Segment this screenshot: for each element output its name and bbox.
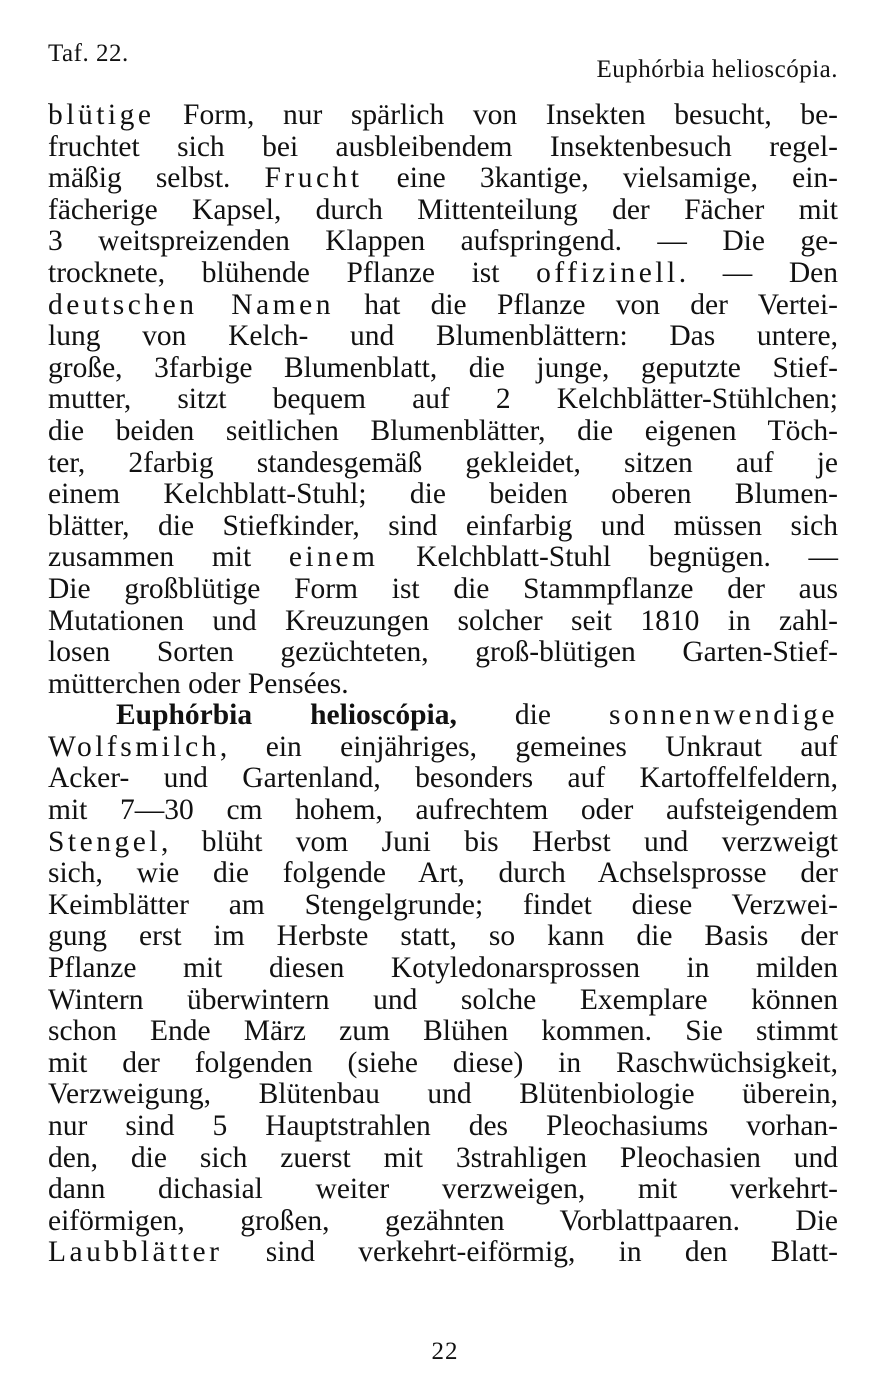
text-line	[48, 1143, 838, 1175]
text-segment: lung von Kelch- und Blumenblättern: Das untere,	[48, 320, 838, 353]
text-line	[48, 700, 838, 732]
text-segment: 3 weitspreizenden Klappen aufspringend. — Die ge-	[48, 225, 838, 258]
text-line	[48, 195, 838, 227]
text-segment: zusammen mit	[48, 541, 289, 574]
text-segment: . — Den	[678, 256, 838, 289]
text-segment: mit der folgenden (siehe diese) in Raschwüchsigkeit,	[48, 1046, 838, 1079]
text-segment: deutschen Namen	[48, 288, 334, 321]
text-segment: Mutationen und Kreuzungen solcher seit 1810 in zahl-	[48, 604, 838, 637]
text-segment: sind verkehrt-eiförmig, in den Blatt-	[222, 1236, 838, 1269]
text-segment: Pflanze mit diesen Kotyledonarsprossen in milden	[48, 952, 838, 985]
page-number: 22	[431, 1338, 459, 1365]
text-segment: einem Kelchblatt-Stuhl; die beiden oberen Blumen-	[48, 478, 838, 511]
running-header	[48, 40, 838, 90]
text-line	[48, 448, 838, 480]
text-segment: fruchtet sich bei ausbleibendem Insektenbesuch regel-	[48, 130, 838, 163]
text-line	[48, 1174, 838, 1206]
text-line	[48, 1206, 838, 1238]
text-segment: Wolfsmilch	[48, 730, 220, 763]
text-line	[48, 384, 838, 416]
text-line	[48, 921, 838, 953]
text-segment: Stengel	[48, 825, 161, 858]
text-segment: Frucht	[264, 162, 363, 195]
text-line	[48, 669, 838, 701]
text-segment: mit 7—30 cm hohem, aufrechtem oder aufsteigendem	[48, 794, 838, 827]
text-segment: Form, nur spärlich von Insekten besucht, be-	[154, 99, 838, 131]
text-segment: mütterchen oder Pensées.	[48, 667, 349, 700]
text-segment: Laubblätter	[48, 1236, 223, 1269]
text-line	[48, 795, 838, 827]
text-segment: trocknete, blühende Pflanze ist	[48, 256, 537, 289]
text-segment: große, 3farbige Blumenblatt, die junge, geputzte Stief-	[48, 351, 838, 384]
text-line	[48, 226, 838, 258]
text-segment: blütige	[48, 99, 155, 131]
text-line	[48, 1237, 838, 1269]
text-line	[48, 953, 838, 985]
text-segment: , blüht vom Juni bis Herbst und verzweigt	[161, 825, 838, 858]
text-segment: fächerige Kapsel, durch Mittenteilung der Fächer mit	[48, 193, 838, 226]
text-line	[48, 321, 838, 353]
text-segment: nur sind 5 Hauptstrahlen des Pleochasiums vorhan-	[48, 1110, 838, 1142]
text-line	[48, 985, 838, 1017]
text-segment: den, die sich zuerst mit 3strahligen Pleochasien und	[48, 1141, 838, 1174]
text-segment: eine 3kantige, vielsamige, ein-	[362, 162, 838, 195]
text-line	[48, 763, 838, 795]
text-segment: Wintern überwintern und solche Exemplare können	[48, 983, 838, 1016]
text-segment: sich, wie die folgende Art, durch Achselsprosse der	[48, 857, 838, 890]
text-segment: dann dichasial weiter verzweigen, mit verkehrt-	[48, 1173, 838, 1206]
text-segment: schon Ende März zum Blühen kommen. Sie stimmt	[48, 1015, 838, 1048]
text-line	[48, 258, 838, 290]
text-segment: Kelchblatt-Stuhl begnügen. —	[378, 541, 838, 574]
text-line	[48, 1016, 838, 1048]
text-line	[48, 1048, 838, 1080]
text-line	[48, 163, 838, 195]
text-line	[48, 732, 838, 764]
text-segment: sonnenwendige	[608, 699, 838, 732]
text-line	[48, 827, 838, 859]
species-heading: Euphórbia helioscópia,	[116, 699, 457, 732]
text-segment: Keimblätter am Stengelgrunde; findet diese Verzwei-	[48, 888, 838, 921]
text-segment: gung erst im Herbste statt, so kann die Basis der	[48, 920, 838, 953]
text-line	[48, 1079, 838, 1111]
text-line	[48, 479, 838, 511]
body-text	[48, 100, 838, 1269]
text-segment: Verzweigung, Blütenbau und Blütenbiologie überein,	[48, 1078, 838, 1111]
text-line	[48, 132, 838, 164]
text-line	[48, 858, 838, 890]
text-line	[48, 574, 838, 606]
text-line	[48, 353, 838, 385]
text-line	[48, 290, 838, 322]
text-line	[48, 100, 838, 132]
plate-number: Taf. 22.	[48, 40, 129, 67]
text-segment: die beiden seitlichen Blumenblätter, die eigenen Töch-	[48, 414, 838, 447]
text-segment: mäßig selbst.	[48, 162, 265, 195]
species-title: Euphórbia helioscópia.	[596, 56, 838, 83]
text-line	[48, 511, 838, 543]
text-line	[48, 542, 838, 574]
text-segment: blätter, die Stiefkinder, sind einfarbig und müssen sich	[48, 509, 838, 542]
text-segment: Die großblütige Form ist die Stammpflanze der aus	[48, 572, 838, 605]
text-line	[48, 890, 838, 922]
text-segment: , ein einjähriges, gemeines Unkraut auf	[219, 730, 838, 763]
text-segment: die	[456, 699, 609, 732]
text-segment: hat die Pflanze von der Vertei-	[333, 288, 838, 321]
text-segment: offizinell	[536, 256, 679, 289]
text-segment: mutter, sitzt bequem auf 2 Kelchblätter-Stühlchen;	[48, 383, 838, 416]
text-segment: einem	[288, 541, 379, 574]
text-segment: eiförmigen, großen, gezähnten Vorblattpaaren. Die	[48, 1204, 838, 1237]
text-line	[48, 637, 838, 669]
text-line	[48, 416, 838, 448]
text-line	[48, 1111, 838, 1143]
text-line	[48, 606, 838, 638]
text-segment: losen Sorten gezüchteten, groß-blütigen Garten-Stief-	[48, 636, 838, 669]
text-segment: Acker- und Gartenland, besonders auf Kartoffelfeldern,	[48, 762, 838, 795]
text-segment: ter, 2farbig standesgemäß gekleidet, sitzen auf je	[48, 446, 838, 479]
